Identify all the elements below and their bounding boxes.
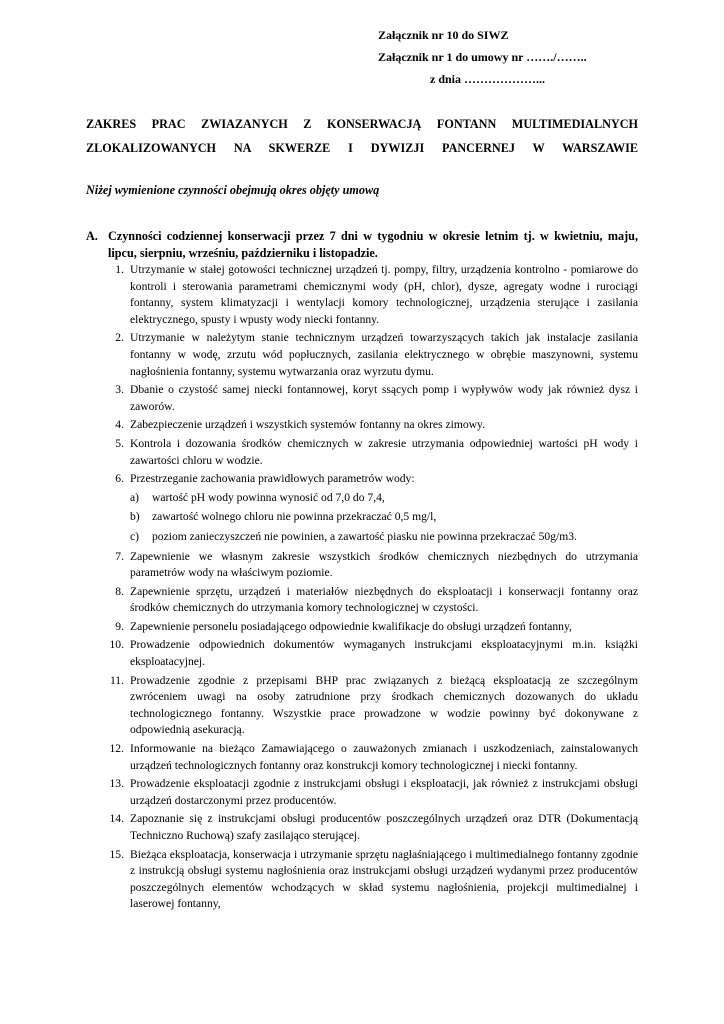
list-item-number: 2. xyxy=(115,331,124,345)
section-a-marker: A. xyxy=(86,229,98,243)
list-item-number: 6. xyxy=(115,472,124,486)
list-item-text: Zapoznanie się z instrukcjami obsługi producentów poszczególnych urządzeń oraz DTR (Dokumentacją Techniczno Ruchową) szafy zasilająco sterującej. xyxy=(130,812,638,842)
list-item xyxy=(106,436,638,469)
list-item-text: Informowanie na bieżąco Zamawiającego o zauważonych zmianach i uszkodzeniach, zainstalowanych urządzeń technologicznych fontanny oraz konstrukcji komory technologicznej i niecki fontanny. xyxy=(130,742,638,772)
list-item-text: Zapewnienie sprzętu, urządzeń i materiałów niezbędnych do eksploatacji i konserwacji fontanny oraz środków chemicznych do utrzymania komory technologicznej w czystości. xyxy=(130,584,638,615)
list-item-number: 1. xyxy=(115,263,124,276)
list-item-number: 14. xyxy=(109,812,124,826)
list-item-number: 15. xyxy=(109,847,124,861)
list-item xyxy=(106,584,638,617)
list-item xyxy=(106,673,638,739)
sub-list-item xyxy=(130,490,638,507)
sub-list-item xyxy=(130,509,638,526)
list-item xyxy=(106,262,638,328)
list-item xyxy=(106,847,638,913)
list-item-text: Prowadzenie odpowiednich dokumentów wymaganych instrukcjami eksploatacyjnymi m.in. książki eksploatacyjnej. xyxy=(130,638,638,669)
list-item-text: Prowadzenie eksploatacji zgodnie z instrukcjami obsługi i eksploatacji, jak również z instrukcjami obsługi urządzeń dostarczonymi przez producentów. xyxy=(130,777,638,807)
list-item xyxy=(106,619,638,636)
list-item-text: Utrzymanie w stałej gotowości technicznej urządzeń tj. pompy, filtry, urządzenia kontrolno - pomiarowe do kontroli i sterowania parametrami chemicznymi wody (pH, chlor), dysze, agregaty wodne i rurociągi fontanny, system klimatyzacji i wentylacji komory technologicznej, urządzenia sterujące i zasilania elektrycznego, spusty i wpusty wody niecki fontanny. xyxy=(130,263,638,326)
attachment-header-line-2: Załącznik nr 1 do umowy nr ……./…….. xyxy=(378,50,587,64)
attachment-header-date: z dnia ………………... xyxy=(430,72,546,86)
list-item xyxy=(106,417,638,434)
list-item-number: 8. xyxy=(115,584,124,598)
list-item xyxy=(106,811,638,844)
list-item-text: Zapewnienie we własnym zakresie wszystkich środków chemicznych niezbędnych do utrzymania parametrów wody na właściwym poziomie. xyxy=(130,549,638,580)
list-item-text: Kontrola i dozowania środków chemicznych w zakresie utrzymania odpowiedniej wartości pH wody i zawartości chloru w wodzie. xyxy=(130,436,638,467)
list-item xyxy=(106,382,638,415)
list-item-number: 10. xyxy=(109,638,124,652)
list-item xyxy=(106,776,638,809)
document-title xyxy=(86,112,638,160)
intro-text: Niżej wymienione czynności obejmują okres objęty umową xyxy=(86,183,380,197)
list-item xyxy=(106,741,638,774)
attachment-header-line-1: Załącznik nr 10 do SIWZ xyxy=(378,28,509,42)
list-item xyxy=(106,471,638,488)
list-item-number: 7. xyxy=(115,549,124,563)
list-item-text: Prowadzenie zgodnie z przepisami BHP prac związanych z bieżącą eksploatacją ze szczególnym zwróceniem uwagi na osoby zatrudnione przy środkach chemicznych dozowanych do układu technologicznego fontanny. Wszystkie prace prowadzone w wodzie powinny być dokonywane z odpowiednią asekuracją. xyxy=(130,673,638,737)
list-item-text: Zapewnienie personelu posiadającego odpowiednie kwalifikacje do obsługi urządzeń fontanny, xyxy=(130,619,572,633)
sub-list-letter: a) xyxy=(130,490,140,504)
list-item-text: Przestrzeganie zachowania prawidłowych parametrów wody: xyxy=(130,472,415,486)
list-item-text: Bieżąca eksploatacja, konserwacja i utrzymanie sprzętu nagłaśniającego i multimedialnego fontanny zgodnie z instrukcją obsługi systemu nagłośnienia oraz instrukcjami obsługi urządzeń wydanymi przez producentów poszczególnych elementów wchodzących w skład systemu nagłośnienia, projekcji multimedialnej i laserowej fontanny, xyxy=(130,847,638,911)
list-item-number: 4. xyxy=(115,418,124,432)
title-line-1: ZAKRES PRAC ZWIAZANYCH Z KONSERWACJĄ FONTANN MULTIMEDIALNYCH xyxy=(86,117,638,131)
list-item xyxy=(106,549,638,582)
list-item xyxy=(106,637,638,670)
sub-list-item xyxy=(130,529,638,546)
list-item-number: 12. xyxy=(109,742,124,756)
sub-list-letter: b) xyxy=(130,510,140,524)
sub-list-text: wartość pH wody powinna wynosić od 7,0 do 7,4, xyxy=(152,490,385,504)
list-item-number: 11. xyxy=(109,673,124,687)
task-list xyxy=(106,262,638,915)
title-line-2: ZLOKALIZOWANYCH NA SKWERZE I DYWIZJI PANCERNEJ W WARSZAWIE xyxy=(86,141,638,155)
section-a-heading: Czynności codziennej konserwacji przez 7 dni w tygodniu w okresie letnim tj. w kwietniu, maju, lipcu, sierpniu, wrześniu, październiku i listopadzie. xyxy=(108,229,638,260)
list-item-number: 3. xyxy=(115,383,124,397)
section-a xyxy=(86,228,638,262)
sub-list-text: zawartość wolnego chloru nie powinna przekraczać 0,5 mg/l, xyxy=(152,510,437,524)
list-item-text: Zabezpieczenie urządzeń i wszystkich systemów fontanny na okres zimowy. xyxy=(130,418,485,432)
list-item-number: 13. xyxy=(109,777,124,791)
list-item-text: Dbanie o czystość samej niecki fontannowej, koryt ssących pomp i wypływów wody jak również dysz i zaworów. xyxy=(130,383,638,413)
list-item-number: 9. xyxy=(115,619,124,633)
list-item-text: Utrzymanie w należytym stanie technicznym urządzeń towarzyszących takich jak instalacje zasilania fontanny w wodę, zrzutu wód popłucznych, zasilania elektrycznego w obrębie maszynowni, systemu nagłośnienia fontanny, systemu wytwarzania oraz wyrzutu dymu. xyxy=(130,331,638,378)
sub-list-letter: c) xyxy=(130,529,140,543)
sub-list-text: poziom zanieczyszczeń nie powinien, a zawartość piasku nie powinna przekraczać 50g/m3. xyxy=(152,529,577,543)
list-item xyxy=(106,330,638,380)
list-item-number: 5. xyxy=(115,436,124,450)
